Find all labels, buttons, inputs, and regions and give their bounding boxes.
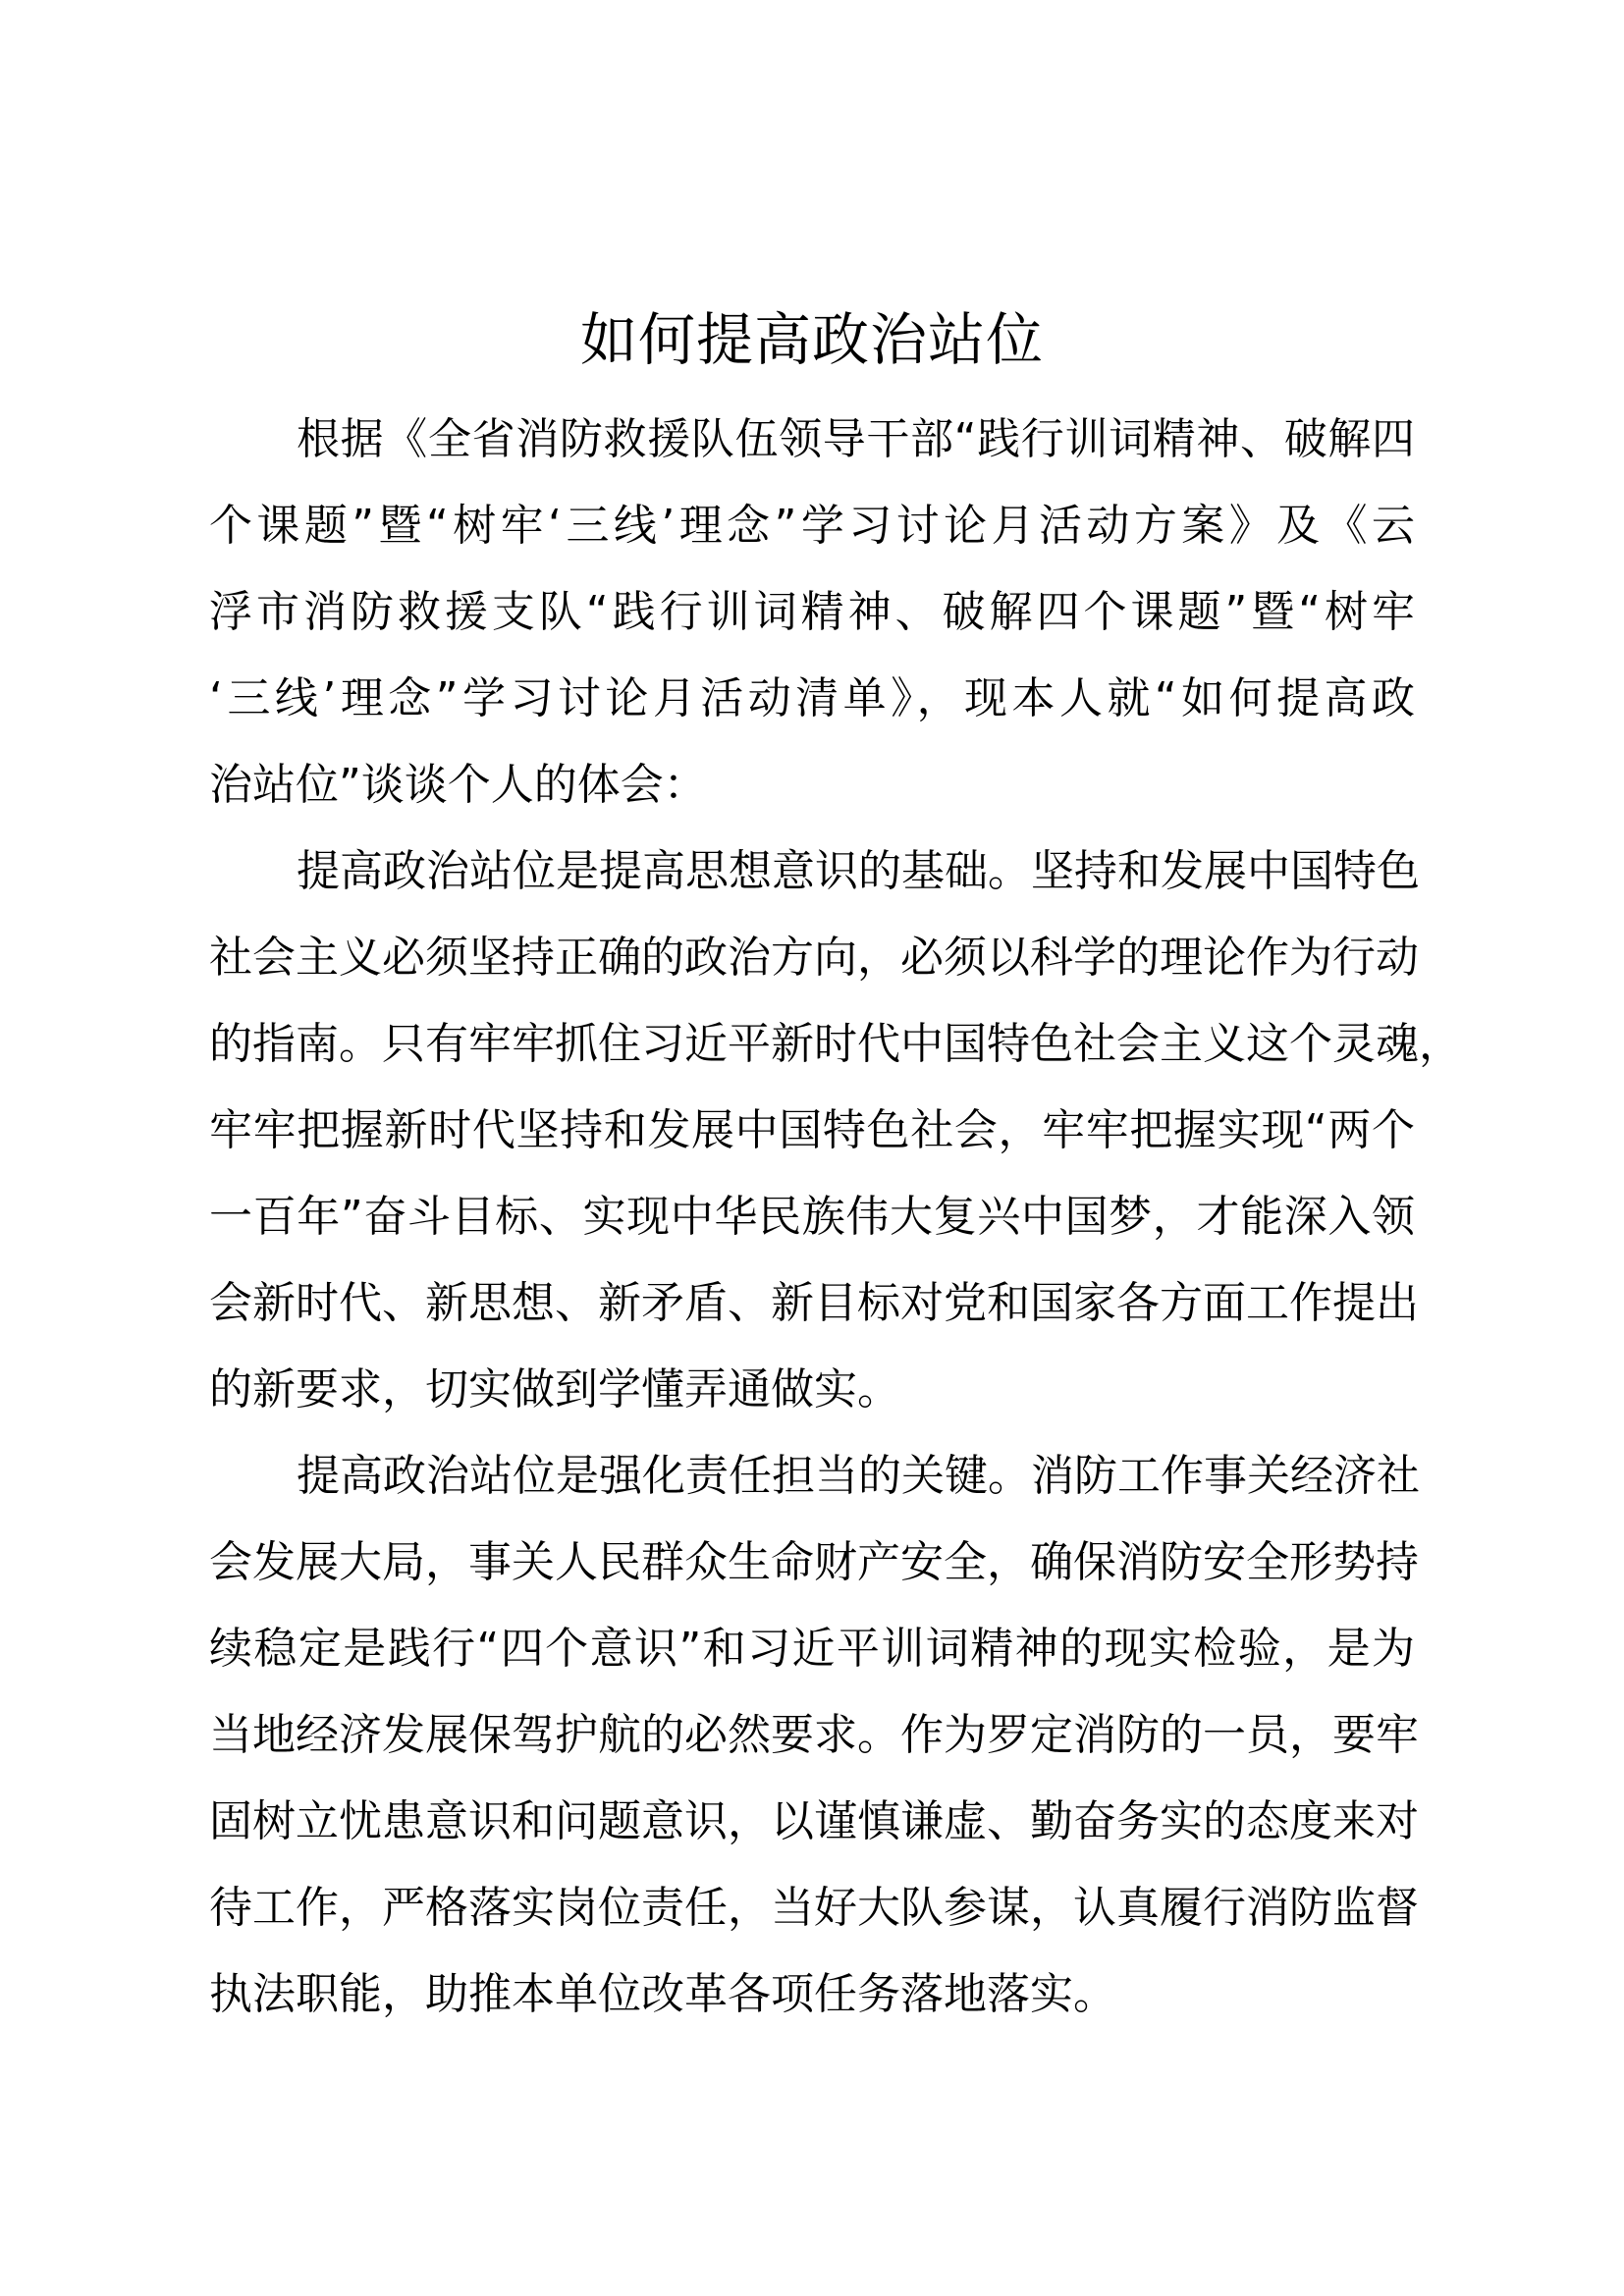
text-line: 执法职能，助推本单位改革各项任务落地落实。 [209, 1969, 1116, 2019]
text-line: ‘三线’理念”学习讨论月活动清单》，现本人就“如何提高政 [209, 673, 1415, 723]
text-line: 固树立忧患意识和问题意识，以谨慎谦虚、勤奋务实的态度来对 [209, 1796, 1419, 1846]
text-line: 的新要求，切实做到学懂弄通做实。 [209, 1364, 900, 1415]
text-line: 根据《全省消防救援队伍领导干部“践行训词精神、破解四 [297, 414, 1415, 464]
document-title: 如何提高政治站位 [579, 306, 1044, 373]
document-body [209, 397, 1462, 2038]
text-line: 待工作，严格落实岗位责任，当好大队参谋，认真履行消防监督 [209, 1883, 1419, 1933]
text-line: 社会主义必须坚持正确的政治方向，必须以科学的理论作为行动 [209, 933, 1419, 983]
text-line: 会新时代、新思想、新矛盾、新目标对党和国家各方面工作提出 [209, 1278, 1419, 1328]
text-line: 的指南。只有牢牢抓住习近平新时代中国特色社会主义这个灵魂， [209, 1019, 1462, 1069]
text-line: 会发展大局，事关人民群众生命财产安全，确保消防安全形势持 [209, 1537, 1419, 1587]
text-line: 提高政治站位是提高思想意识的基础。坚持和发展中国特色 [297, 846, 1420, 896]
text-line: 提高政治站位是强化责任担当的关键。消防工作事关经济社 [297, 1451, 1420, 1501]
text-line: 治站位”谈谈个人的体会： [209, 760, 707, 810]
paragraph-intro [209, 397, 1415, 828]
text-line: 浮市消防救援支队“践行训词精神、破解四个课题”暨“树牢 [209, 587, 1415, 637]
text-line: 当地经济发展保驾护航的必然要求。作为罗定消防的一员，要牢 [209, 1710, 1419, 1760]
text-line: 牢牢把握新时代坚持和发展中国特色社会，牢牢把握实现“两个 [209, 1105, 1415, 1155]
text-line: 一百年”奋斗目标、实现中华民族伟大复兴中国梦，才能深入领 [209, 1192, 1415, 1242]
text-line: 续稳定是践行“四个意识”和习近平训词精神的现实检验，是为 [209, 1624, 1415, 1674]
paragraph-ideological-foundation [209, 828, 1462, 1433]
text-line: 个课题”暨“树牢‘三线’理念”学习讨论月活动方案》及《云 [209, 501, 1415, 551]
paragraph-responsibility [209, 1433, 1420, 2038]
